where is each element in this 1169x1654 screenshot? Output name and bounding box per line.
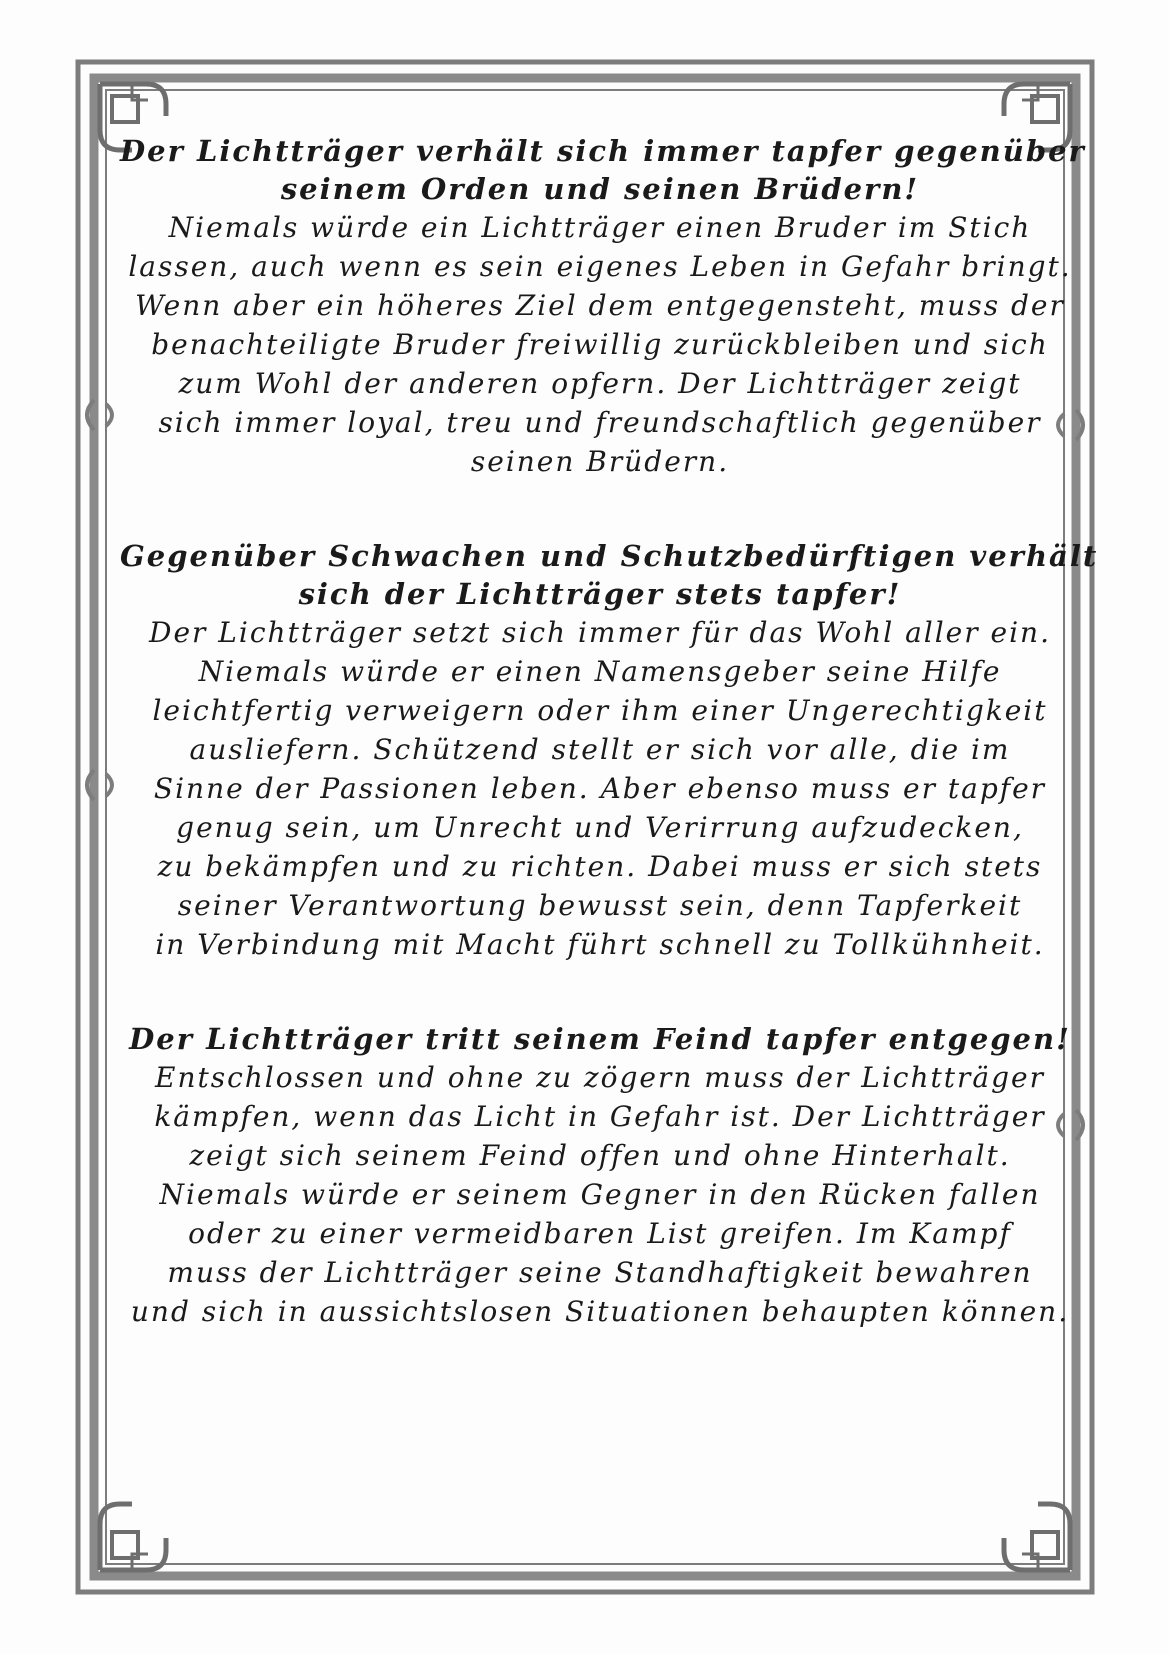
body-line: sich immer loyal, treu und freundschaftlich gegenüber (158, 406, 1042, 439)
section-heading (120, 1020, 1080, 1058)
section-enemy (120, 1020, 1080, 1331)
corner-ornament-bottom-left (100, 1504, 166, 1570)
body-line: in Verbindung mit Macht führt schnell zu Tollkühnheit. (155, 928, 1045, 961)
body-line: oder zu einer vermeidbaren List greifen. Im Kampf (188, 1217, 1012, 1250)
body-line: seiner Verantwortung bewusst sein, denn Tapferkeit (177, 889, 1023, 922)
body-line: zum Wohl der anderen opfern. Der Lichtträger zeigt (178, 367, 1022, 400)
body-line: benachteiligte Bruder freiwillig zurückbleiben und sich (151, 328, 1049, 361)
body-line: genug sein, um Unrecht und Verirrung aufzudecken, (176, 811, 1024, 844)
body-line: kämpfen, wenn das Licht in Gefahr ist. Der Lichtträger (154, 1100, 1046, 1133)
text-area (120, 132, 1099, 1387)
body-line: Entschlossen und ohne zu zögern muss der Lichtträger (155, 1061, 1045, 1094)
section-heading (120, 132, 1086, 208)
body-line: seinen Brüdern. (470, 445, 730, 478)
section-body (120, 613, 1080, 964)
section-protection (120, 537, 1099, 964)
heading-line: seinem Orden und seinen Brüdern! (280, 172, 920, 206)
corner-ornament-bottom-right (1004, 1504, 1070, 1570)
body-line: Der Lichtträger setzt sich immer für das Wohl aller ein. (149, 616, 1051, 649)
body-line: Niemals würde ein Lichtträger einen Bruder im Stich (168, 211, 1032, 244)
section-body (120, 208, 1080, 481)
section-loyalty (120, 132, 1086, 481)
heading-line: Gegenüber Schwachen und Schutzbedürftigen verhält (120, 539, 1099, 573)
body-line: Niemals würde er einen Namensgeber seine Hilfe (198, 655, 1002, 688)
body-line: zeigt sich seinem Feind offen und ohne Hinterhalt. (189, 1139, 1011, 1172)
section-body (120, 1058, 1080, 1331)
body-line: und sich in aussichtslosen Situationen behaupten können. (130, 1295, 1070, 1328)
heading-line: Der Lichtträger tritt seinem Feind tapfer entgegen! (129, 1022, 1071, 1056)
body-line: Wenn aber ein höheres Ziel dem entgegensteht, muss der (135, 289, 1065, 322)
body-line: muss der Lichtträger seine Standhaftigkeit bewahren (167, 1256, 1033, 1289)
heading-line: Der Lichtträger verhält sich immer tapfer gegenüber (120, 134, 1086, 168)
section-heading (120, 537, 1099, 613)
body-line: Niemals würde er seinem Gegner in den Rücken fallen (159, 1178, 1041, 1211)
heading-line: sich der Lichtträger stets tapfer! (298, 577, 902, 611)
body-line: zu bekämpfen und zu richten. Dabei muss er sich stets (157, 850, 1043, 883)
body-line: ausliefern. Schützend stellt er sich vor alle, die im (189, 733, 1011, 766)
body-line: leichtfertig verweigern oder ihm einer Ungerechtigkeit (152, 694, 1048, 727)
body-line: Sinne der Passionen leben. Aber ebenso muss er tapfer (153, 772, 1047, 805)
body-line: lassen, auch wenn es sein eigenes Leben in Gefahr bringt. (128, 250, 1072, 283)
